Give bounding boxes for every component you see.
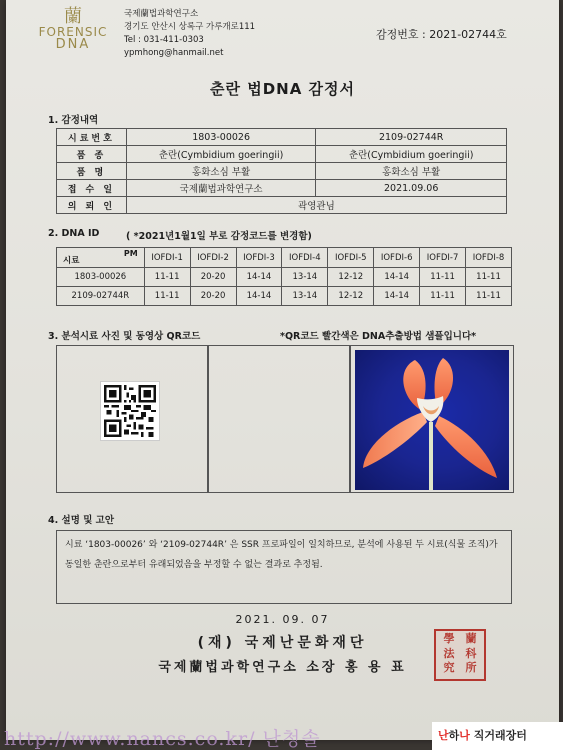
org-name: 국제蘭법과학연구소 <box>124 9 199 19</box>
marker-header: IOFDI-3 <box>236 248 282 268</box>
site-watermark: http://www.nancs.co.kr/ 난청솔 <box>4 728 321 750</box>
section1-heading: 1. 감정내역 <box>48 115 99 126</box>
cell-b: 홍화소심 부활 <box>316 163 507 180</box>
marker-header: IOFDI-8 <box>466 248 512 268</box>
sample-label: 시료 <box>63 256 80 266</box>
section2-heading: 2. DNA ID <box>48 228 100 239</box>
certificate-number: 감정번호 : 2021-02744호 <box>376 28 507 41</box>
cell-b: 2109-02744R <box>316 129 507 146</box>
requester-cell: 곽영관님 <box>126 197 506 214</box>
allele-cell: 11-11 <box>144 287 190 306</box>
table-header-row <box>57 248 512 268</box>
marker-header: IOFDI-4 <box>282 248 328 268</box>
orchid-photo <box>355 350 509 490</box>
marker-header: IOFDI-1 <box>144 248 190 268</box>
allele-cell: 20-20 <box>190 268 236 287</box>
brand-badge[interactable]: 난하나 직거래장터 <box>432 722 563 750</box>
director-name: 국제蘭법과학연구소 소장 홍 용 표 <box>158 660 407 675</box>
marker-header: IOFDI-7 <box>420 248 466 268</box>
cell-a: 홍화소심 부활 <box>126 163 316 180</box>
org-email: ypmhong@hanmail.net <box>124 48 224 58</box>
official-seal-icon: 學 蘭 法 科 究 所 <box>434 629 486 681</box>
document-title: 춘란 법DNA 감정서 <box>210 80 355 98</box>
row-label: 품 명 <box>57 163 127 180</box>
forensic-dna-logo <box>28 8 118 51</box>
table-row <box>57 146 507 163</box>
allele-cell: 11-11 <box>466 287 512 306</box>
allele-cell: 14-14 <box>236 287 282 306</box>
section3-heading: 3. 분석시료 사진 및 동영상 QR코드 <box>48 331 201 342</box>
pm-sample-header <box>57 248 145 268</box>
allele-cell: 14-14 <box>236 268 282 287</box>
row-label: 시료번호 <box>57 129 127 146</box>
section4-heading: 4. 설명 및 고안 <box>48 515 115 526</box>
allele-cell: 12-12 <box>328 287 374 306</box>
sample-id: 2109-02744R <box>57 287 145 306</box>
allele-cell: 14-14 <box>374 268 420 287</box>
cell-b: 춘란(Cymbidium goeringii) <box>316 146 507 163</box>
certificate-paper <box>6 0 559 740</box>
table-row <box>57 163 507 180</box>
video-cell <box>208 345 350 493</box>
marker-header: IOFDI-5 <box>328 248 374 268</box>
cell-b: 2021.09.06 <box>316 180 507 197</box>
allele-cell: 14-14 <box>374 287 420 306</box>
row-label: 의 뢰 인 <box>57 197 127 214</box>
cell-a: 국제蘭법과학연구소 <box>126 180 316 197</box>
allele-cell: 11-11 <box>420 287 466 306</box>
sample-id: 1803-00026 <box>57 268 145 287</box>
orchid-logo-icon: 蘭 <box>64 6 82 27</box>
allele-cell: 12-12 <box>328 268 374 287</box>
logo-text-dna: DNA <box>55 37 91 52</box>
marker-header: IOFDI-6 <box>374 248 420 268</box>
row-label: 접 수 일 <box>57 180 127 197</box>
orchid-flower-image <box>355 350 509 490</box>
org-phone: Tel : 031-411-0303 <box>124 35 204 45</box>
table-row <box>57 268 512 287</box>
table-row <box>57 197 507 214</box>
row-label: 품 종 <box>57 146 127 163</box>
table-row <box>57 180 507 197</box>
cell-a: 1803-00026 <box>126 129 316 146</box>
allele-cell: 13-14 <box>282 268 328 287</box>
photo-cell <box>350 345 514 493</box>
logo-text-forensic: FORENSIC <box>38 25 108 39</box>
allele-cell: 11-11 <box>420 268 466 287</box>
table-row <box>57 287 512 306</box>
org-address: 경기도 안산시 상록구 가루개로111 <box>124 22 256 32</box>
foundation-name: (재) 국제난문화재단 <box>197 635 368 651</box>
qr-code-icon[interactable] <box>101 382 159 440</box>
dna-id-table <box>56 247 512 306</box>
organization-info <box>124 8 255 60</box>
description-text: 시료 ‘1803-00026’ 와 ‘2109-02744R’ 은 SSR 프로파일이 일치하므로, 분석에 사용된 두 시료(식물 조직)가 동일한 춘란으로부터 유래되었음을 부정할 수 없는 결과로 추정됨. <box>56 530 512 604</box>
allele-cell: 13-14 <box>282 287 328 306</box>
table-row <box>57 129 507 146</box>
qr-note: *QR코드 빨간색은 DNA추출방법 샘플입니다* <box>280 331 477 342</box>
pm-label: PM <box>123 249 138 258</box>
cell-a: 춘란(Cymbidium goeringii) <box>126 146 316 163</box>
allele-cell: 20-20 <box>190 287 236 306</box>
issue-date: 2021. 09. 07 <box>235 613 330 626</box>
qr-code-cell <box>56 345 208 493</box>
section2-note: ( *2021년1월1일 부로 감정코드를 변경함) <box>126 231 312 242</box>
allele-cell: 11-11 <box>144 268 190 287</box>
allele-cell: 11-11 <box>466 268 512 287</box>
marker-header: IOFDI-2 <box>190 248 236 268</box>
inspection-table <box>56 128 507 214</box>
